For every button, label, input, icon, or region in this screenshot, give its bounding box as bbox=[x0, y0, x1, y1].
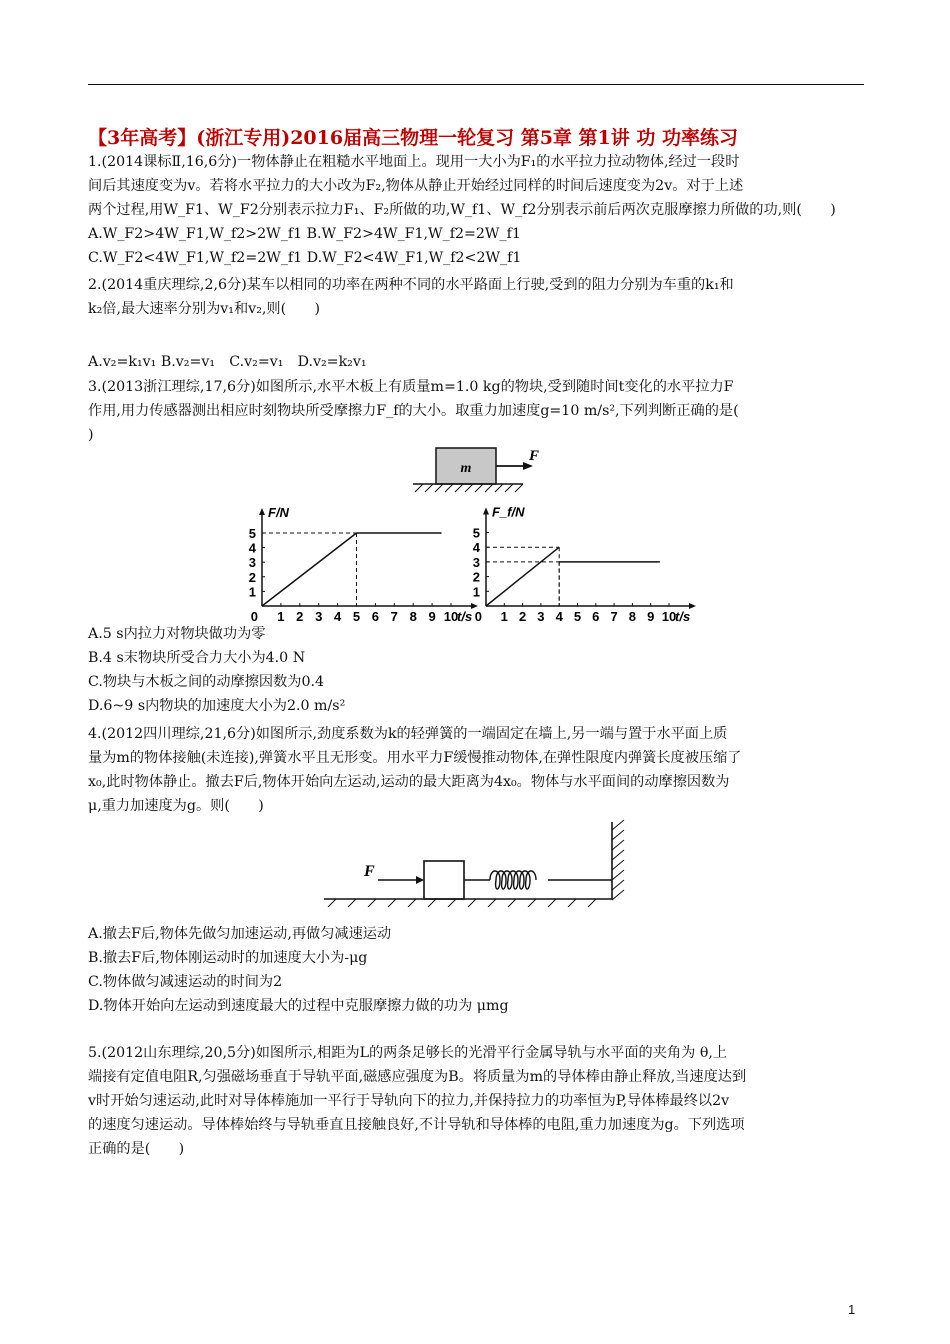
q4-option-b: B.撤去F后,物体刚运动时的加速度大小为-μg bbox=[88, 950, 368, 966]
y-tick-label: 4 bbox=[248, 540, 256, 556]
wall-hatching bbox=[612, 820, 624, 900]
x-tick-label: 6 bbox=[371, 609, 380, 624]
page-title: 【3年高考】(浙江专用)2016届高三物理一轮复习 第5章 第1讲 功 功率练习 bbox=[88, 127, 738, 149]
q5-line-4: 的速度匀速运动。导体棒始终与导轨垂直且接触良好,不计导轨和导体棒的电阻,重力加速度为g。下列选项 bbox=[88, 1117, 745, 1133]
question-3 bbox=[88, 375, 739, 447]
series-segment bbox=[262, 533, 357, 606]
q3-line-3: ) bbox=[88, 427, 94, 443]
q4-option-c: C.物体做匀减速运动的时间为2 bbox=[88, 974, 283, 990]
spring-block bbox=[424, 861, 464, 899]
y-axis-arrow bbox=[483, 508, 489, 515]
y-tick-label: 2 bbox=[248, 569, 256, 585]
x-tick-label: 3 bbox=[315, 609, 323, 624]
x-tick-label: 1 bbox=[500, 609, 508, 624]
q5-line-3: v时开始匀速运动,此时对导体棒施加一平行于导轨向下的拉力,并保持拉力的功率恒为P,导体棒最终以2v bbox=[88, 1093, 730, 1109]
header-rule bbox=[88, 84, 864, 85]
question-5 bbox=[88, 1041, 746, 1161]
x-tick-label: 2 bbox=[296, 609, 304, 624]
q3-option-c: C.物块与木板之间的动摩擦因数为0.4 bbox=[88, 674, 325, 690]
x-tick-label: 4 bbox=[333, 609, 342, 624]
x-tick-label: 4 bbox=[555, 609, 563, 624]
x-tick-label: 10 bbox=[661, 609, 677, 624]
q4-options bbox=[88, 922, 509, 1018]
y-tick-label: 5 bbox=[472, 525, 480, 541]
origin-label: 0 bbox=[250, 609, 258, 624]
q1-line-1: 1.(2014课标Ⅱ,16,6分)一物体静止在粗糙水平地面上。现用一大小为F₁的水平拉力拉动物体,经过一段时 bbox=[88, 154, 740, 170]
x-tick-label: 5 bbox=[573, 609, 582, 624]
question-1 bbox=[88, 150, 836, 270]
q3-option-b: B.4 s末物块所受合力大小为4.0 N bbox=[88, 650, 306, 666]
q4-line-4: μ,重力加速度为g。则( ) bbox=[88, 798, 264, 814]
push-arrow-head bbox=[416, 876, 424, 884]
q4-line-1: 4.(2012四川理综,21,6分)如图所示,劲度系数为k的轻弹簧的一端固定在墙上,另一端与置于水平面上质 bbox=[88, 726, 728, 742]
q4-option-a: A.撤去F后,物体先做匀加速运动,再做匀减速运动 bbox=[88, 926, 392, 942]
origin-label: 0 bbox=[474, 609, 482, 624]
q1-options-ab: A.W_F2>4W_F1,W_f2>2W_f1 B.W_F2>4W_F1,W_f2=2W_f1 bbox=[88, 226, 521, 242]
block-mass-label: m bbox=[460, 461, 472, 476]
force-label: F bbox=[529, 448, 540, 464]
y-tick-label: 1 bbox=[472, 584, 480, 600]
x-tick-label: 7 bbox=[390, 609, 398, 624]
spring-coil bbox=[490, 871, 536, 889]
y-tick-label: 4 bbox=[472, 540, 480, 556]
y-tick-label: 2 bbox=[472, 569, 480, 585]
y-tick-label: 1 bbox=[248, 584, 256, 600]
x-tick-label: 9 bbox=[428, 609, 436, 624]
q5-line-5: 正确的是( ) bbox=[88, 1141, 185, 1157]
y-axis-label: F/N bbox=[268, 505, 289, 520]
q3-options bbox=[88, 622, 345, 718]
x-axis-label: t/s bbox=[457, 609, 473, 624]
question-4 bbox=[88, 722, 741, 818]
spring-force-label: F bbox=[364, 863, 375, 880]
friction-time-chart bbox=[465, 494, 710, 625]
q1-line-2: 间后其速度变为v。若将水平拉力的大小改为F₂,物体从静止开始经过同样的时间后速度变为2v。对于上述 bbox=[88, 178, 744, 194]
x-tick-label: 8 bbox=[409, 609, 417, 624]
x-tick-label: 3 bbox=[537, 609, 545, 624]
q5-line-2: 端接有定值电阻R,匀强磁场垂直于导轨平面,磁感应强度为B。将质量为m的导体棒由静止释放,当速度达到 bbox=[88, 1069, 747, 1085]
q1-options-cd: C.W_F2<4W_F1,W_f2=2W_f1 D.W_F2<4W_F1,W_f2<2W_f1 bbox=[88, 250, 522, 266]
block-on-board-figure bbox=[405, 444, 555, 494]
y-tick-label: 3 bbox=[472, 554, 480, 570]
q4-option-d: D.物体开始向左运动到速度最大的过程中克服摩擦力做的功为 μmg bbox=[88, 998, 509, 1014]
x-tick-label: 10 bbox=[443, 609, 459, 624]
series-segment bbox=[486, 547, 559, 606]
x-tick-label: 8 bbox=[628, 609, 637, 624]
floor-hatching bbox=[328, 899, 596, 907]
q2-line-2: k₂倍,最大速率分别为v₁和v₂,则( ) bbox=[88, 301, 321, 317]
q3-option-d: D.6~9 s内物块的加速度大小为2.0 m/s² bbox=[88, 698, 346, 714]
y-axis-label: F_f/N bbox=[492, 504, 525, 520]
question-2 bbox=[88, 273, 734, 321]
y-tick-label: 3 bbox=[248, 555, 256, 571]
q3-line-1: 3.(2013浙江理综,17,6分)如图所示,水平木板上有质量m=1.0 kg的物块,受到随时间t变化的水平拉力F bbox=[88, 379, 734, 395]
y-axis-arrow bbox=[259, 508, 265, 515]
x-tick-label: 2 bbox=[518, 609, 527, 624]
x-tick-label: 1 bbox=[277, 609, 285, 624]
x-tick-label: 9 bbox=[647, 609, 655, 624]
q2-line-1: 2.(2014重庆理综,2,6分)某车以相同的功率在两种不同的水平路面上行驶,受到的阻力分别为车重的k₁和 bbox=[88, 277, 734, 293]
x-tick-label: 5 bbox=[352, 609, 361, 624]
x-tick-label: 6 bbox=[592, 609, 600, 624]
q3-option-a: A.5 s内拉力对物块做功为零 bbox=[88, 626, 266, 642]
force-time-chart bbox=[228, 490, 473, 625]
x-axis-label: t/s bbox=[675, 609, 691, 624]
q4-line-3: x₀,此时物体静止。撤去F后,物体开始向左运动,运动的最大距离为4x₀。物体与水平面间的动摩擦因数为 bbox=[88, 774, 730, 790]
q4-line-2: 量为m的物体接触(未连接),弹簧水平且无形变。用水平力F缓慢推动物体,在弹性限度内弹簧长度被压缩了 bbox=[88, 750, 742, 766]
spring-block-figure bbox=[320, 818, 640, 910]
x-tick-label: 7 bbox=[610, 609, 618, 624]
y-tick-label: 5 bbox=[248, 526, 256, 541]
q3-line-2: 作用,用力传感器测出相应时刻物块所受摩擦力F_f的大小。取重力加速度g=10 m/s²,下列判断正确的是( bbox=[88, 403, 739, 419]
q2-options: A.v₂=k₁v₁ B.v₂=v₁ C.v₂=v₁ D.v₂=k₂v₁ bbox=[88, 354, 367, 370]
q1-line-3: 两个过程,用W_F1、W_F2分别表示拉力F₁、F₂所做的功,W_f1、W_f2分别表示前后两次克服摩擦力所做的功,则( ) bbox=[88, 202, 836, 218]
page-number: 1 bbox=[848, 1302, 856, 1317]
q5-line-1: 5.(2012山东理综,20,5分)如图所示,相距为L的两条足够长的光滑平行金属导轨与水平面的夹角为 θ,上 bbox=[88, 1045, 728, 1061]
